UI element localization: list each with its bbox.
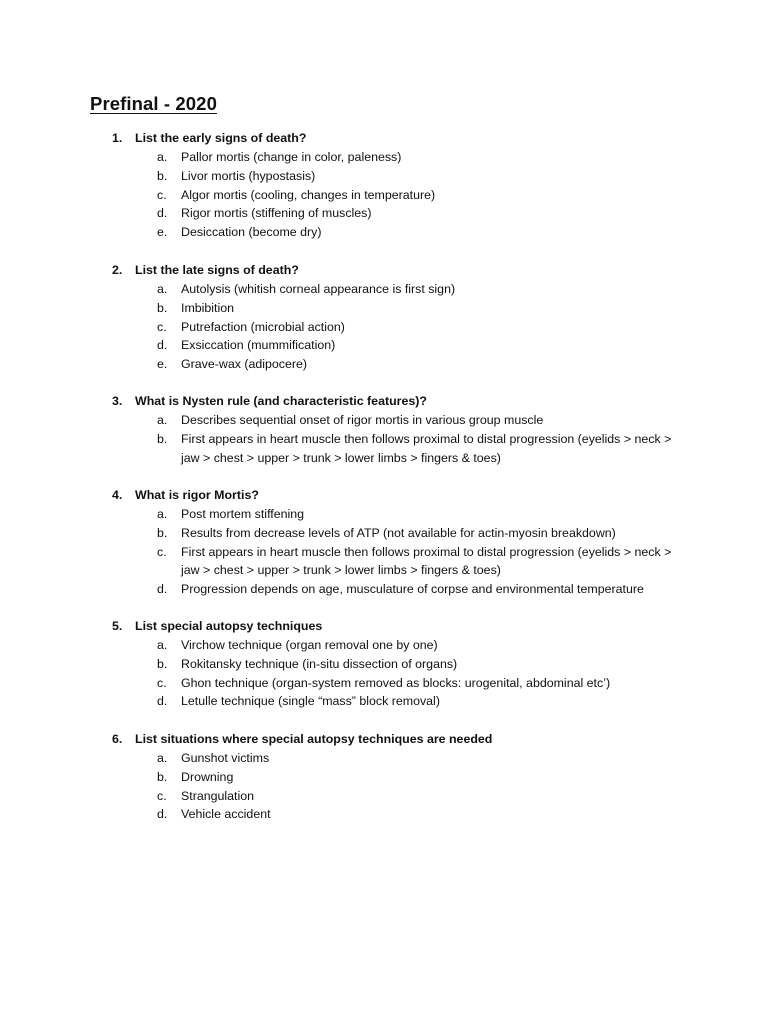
answer-letter: a. [157,751,168,765]
answer-item [0,805,768,824]
answer-item [0,148,768,167]
answer-item [0,430,768,468]
answer-text: Putrefaction (microbial action) [181,319,345,334]
answer-letter: a. [157,638,168,652]
question-heading [0,129,768,148]
answer-item [0,655,768,674]
question-2 [0,261,768,374]
question-heading [0,392,768,411]
answer-letter: a. [157,413,168,427]
question-number: 4. [112,488,123,502]
answer-text: Post mortem stiffening [181,507,305,521]
answer-item [0,543,768,581]
answer-text: Vehicle accident [181,807,271,822]
question-text: List special autopsy techniques [135,619,323,633]
answer-item [0,299,768,318]
answer-text: Livor mortis (hypostasis) [181,168,316,183]
answer-letter: d. [157,338,168,353]
answer-text: Algor mortis (cooling, changes in temperature) [181,187,436,202]
answer-item [0,636,768,655]
question-number: 6. [112,732,123,746]
answer-letter: a. [157,507,168,521]
answer-text: Rigor mortis (stiffening of muscles) [181,206,372,221]
question-6 [0,730,768,824]
question-heading [0,261,768,280]
answer-text: Drowning [181,769,234,784]
question-text: What is rigor Mortis? [135,488,259,502]
answer-letter: b. [157,300,168,315]
answer-item [0,204,768,223]
question-text: List situations where special autopsy techniques are needed [135,732,493,746]
answer-letter: b. [157,769,168,784]
answer-letter: d. [157,206,168,221]
question-4 [0,486,768,599]
answer-text: Gunshot victims [181,751,270,765]
answer-item [0,355,768,374]
answer-item [0,505,768,524]
question-text: List the early signs of death? [135,131,307,145]
answer-text: Results from decrease levels of ATP (not available for actin-myosin breakdown) [181,525,616,540]
page-title: Prefinal - 2020 [90,93,217,114]
answer-letter: d. [157,582,168,597]
answer-item [0,167,768,186]
answer-text: Virchow technique (organ removal one by one) [181,638,438,652]
answer-text: Describes sequential onset of rigor mortis in various group muscle [181,413,544,427]
question-number: 5. [112,619,123,633]
question-heading [0,486,768,505]
answer-letter: d. [157,807,168,822]
answer-text: First appears in heart muscle then follows proximal to distal progression (eyelids > neck > jaw > chest > upper > trunk > lower limbs > fingers & toes) [181,544,672,578]
question-number: 1. [112,131,123,145]
answer-text: Pallor mortis (change in color, paleness) [181,150,402,164]
answer-text: Grave-wax (adipocere) [181,357,308,372]
question-5 [0,617,768,711]
answer-letter: e. [157,357,168,372]
answer-letter: b. [157,431,168,446]
answer-letter: a. [157,150,168,164]
answer-letter: c. [157,319,167,334]
answer-text: Strangulation [181,788,255,803]
answer-item [0,749,768,768]
question-heading [0,617,768,636]
answer-text: Ghon technique (organ-system removed as blocks: urogenital, abdominal etc’) [181,675,611,690]
answer-item [0,692,768,711]
answer-item [0,768,768,787]
answer-letter: c. [157,788,167,803]
answer-text: Rokitansky technique (in-situ dissection of organs) [181,656,458,671]
answer-text: Imbibition [181,300,235,315]
answer-letter: c. [157,187,167,202]
answer-text: Autolysis (whitish corneal appearance is first sign) [181,282,456,296]
question-heading [0,730,768,749]
answer-item [0,280,768,299]
answer-item [0,674,768,693]
answer-letter: d. [157,694,168,709]
answer-item [0,223,768,242]
answer-letter: e. [157,225,168,240]
answer-text: First appears in heart muscle then follows proximal to distal progression (eyelids > neck > jaw > chest > upper > trunk > lower limbs > fingers & toes) [181,431,672,465]
answer-item [0,336,768,355]
answer-letter: c. [157,544,167,559]
answer-letter: b. [157,656,168,671]
answer-text: Desiccation (become dry) [181,225,322,240]
answer-item [0,318,768,337]
answer-text: Exsiccation (mummification) [181,338,336,353]
answer-letter: b. [157,525,168,540]
question-number: 3. [112,394,123,408]
question-text: What is Nysten rule (and characteristic features)? [135,394,427,408]
answer-item [0,787,768,806]
answer-item [0,524,768,543]
answer-text: Progression depends on age, musculature of corpse and environmental temperature [181,582,644,597]
question-number: 2. [112,263,123,277]
answer-text: Letulle technique (single “mass” block removal) [181,694,440,709]
answer-item [0,580,768,599]
question-1 [0,129,768,242]
question-text: List the late signs of death? [135,263,299,277]
answer-letter: a. [157,282,168,296]
answer-letter: c. [157,675,167,690]
answer-item [0,411,768,430]
question-3 [0,392,768,467]
answer-letter: b. [157,168,168,183]
answer-item [0,186,768,205]
